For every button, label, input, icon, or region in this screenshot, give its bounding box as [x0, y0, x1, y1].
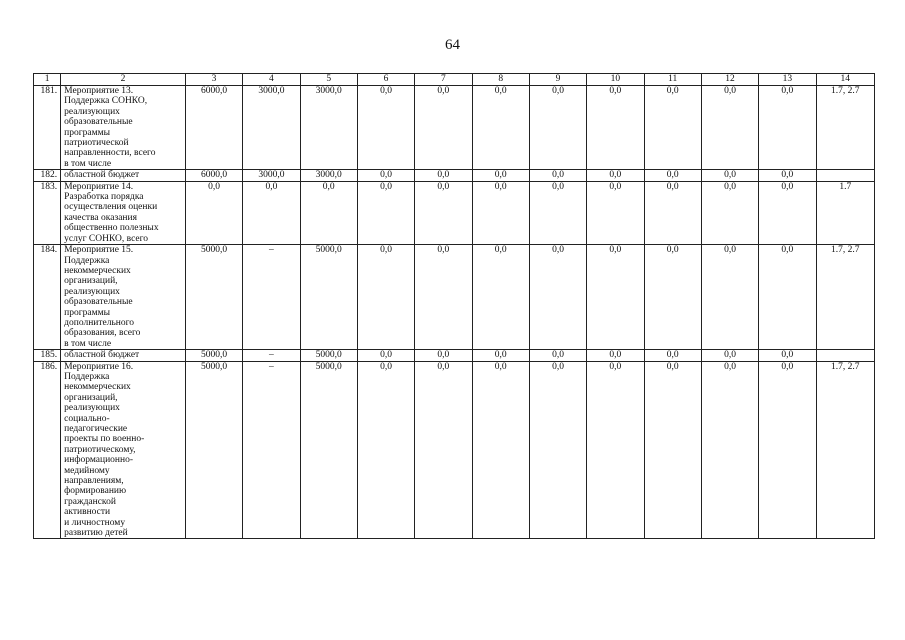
column-header: 2: [61, 74, 186, 86]
column-header: 9: [529, 74, 586, 86]
row-value: 0,0: [185, 181, 242, 244]
row-value: 3000,0: [243, 170, 300, 181]
column-header: 11: [644, 74, 701, 86]
row-value: 0,0: [529, 361, 586, 539]
row-value: 0,0: [644, 86, 701, 170]
row-value: 3000,0: [300, 86, 357, 170]
row-value: 0,0: [472, 245, 529, 350]
row-value: 5000,0: [185, 245, 242, 350]
row-value: 0,0: [415, 361, 472, 539]
row-indicator-refs: 1.7, 2.7: [816, 245, 875, 350]
column-header: 6: [357, 74, 414, 86]
column-header: 5: [300, 74, 357, 86]
row-indicator-refs: [816, 170, 875, 181]
row-value: 0,0: [644, 181, 701, 244]
table-row: [34, 170, 875, 181]
row-number: 185.: [34, 350, 61, 361]
row-value: 0,0: [701, 170, 758, 181]
row-value: 0,0: [701, 86, 758, 170]
column-header: 14: [816, 74, 875, 86]
row-value: 0,0: [472, 361, 529, 539]
row-value: 0,0: [357, 361, 414, 539]
column-header: 7: [415, 74, 472, 86]
row-value: 0,0: [759, 181, 816, 244]
row-value: 5000,0: [185, 361, 242, 539]
table-row: [34, 181, 875, 244]
row-value: 0,0: [759, 86, 816, 170]
row-value: 5000,0: [300, 245, 357, 350]
row-number: 181.: [34, 86, 61, 170]
table-row: [34, 361, 875, 539]
row-value: 0,0: [357, 170, 414, 181]
row-value: 0,0: [357, 350, 414, 361]
row-value: 0,0: [644, 361, 701, 539]
row-value: 3000,0: [243, 86, 300, 170]
row-value: 0,0: [587, 86, 644, 170]
header-row: [34, 74, 875, 86]
row-number: 186.: [34, 361, 61, 539]
row-value: 0,0: [587, 350, 644, 361]
row-value: 0,0: [759, 361, 816, 539]
row-value: 0,0: [472, 350, 529, 361]
row-description: областной бюджет: [61, 170, 186, 181]
row-value: 0,0: [529, 170, 586, 181]
row-value: –: [243, 245, 300, 350]
row-value: 0,0: [759, 350, 816, 361]
row-value: 3000,0: [300, 170, 357, 181]
row-number: 183.: [34, 181, 61, 244]
row-value: 0,0: [300, 181, 357, 244]
column-header: 13: [759, 74, 816, 86]
row-value: 0,0: [701, 181, 758, 244]
row-value: 0,0: [415, 170, 472, 181]
row-value: –: [243, 361, 300, 539]
row-value: 0,0: [529, 86, 586, 170]
row-value: 0,0: [529, 350, 586, 361]
table-row: [34, 245, 875, 350]
row-indicator-refs: 1.7, 2.7: [816, 86, 875, 170]
row-value: 0,0: [644, 245, 701, 350]
budget-table: [33, 73, 875, 539]
column-header: 1: [34, 74, 61, 86]
row-description: областной бюджет: [61, 350, 186, 361]
row-description: Мероприятие 15. Поддержка некоммерческих организаций, реализующих образовательные программы дополнительного образования, всего в том числе: [61, 245, 186, 350]
row-value: 0,0: [357, 181, 414, 244]
row-value: 0,0: [415, 245, 472, 350]
row-value: 0,0: [644, 170, 701, 181]
row-value: 0,0: [587, 181, 644, 244]
row-value: 0,0: [472, 86, 529, 170]
row-value: 0,0: [357, 245, 414, 350]
row-value: 0,0: [701, 350, 758, 361]
row-value: 0,0: [472, 170, 529, 181]
row-value: 6000,0: [185, 86, 242, 170]
row-number: 182.: [34, 170, 61, 181]
row-value: 0,0: [415, 181, 472, 244]
row-value: 0,0: [701, 361, 758, 539]
row-value: 0,0: [415, 86, 472, 170]
row-number: 184.: [34, 245, 61, 350]
column-header: 8: [472, 74, 529, 86]
row-value: 0,0: [644, 350, 701, 361]
row-value: 0,0: [357, 86, 414, 170]
row-value: 5000,0: [185, 350, 242, 361]
column-header: 10: [587, 74, 644, 86]
page-number: 64: [445, 37, 460, 53]
row-value: 0,0: [587, 170, 644, 181]
table-row: [34, 350, 875, 361]
column-header: 3: [185, 74, 242, 86]
row-value: 0,0: [243, 181, 300, 244]
row-value: 0,0: [587, 245, 644, 350]
table-row: [34, 86, 875, 170]
row-value: 5000,0: [300, 361, 357, 539]
row-value: 0,0: [759, 170, 816, 181]
row-value: 5000,0: [300, 350, 357, 361]
row-indicator-refs: 1.7: [816, 181, 875, 244]
row-description: Мероприятие 14. Разработка порядка осуществления оценки качества оказания общественно полезных услуг СОНКО, всего: [61, 181, 186, 244]
row-value: 0,0: [472, 181, 529, 244]
row-value: 0,0: [415, 350, 472, 361]
row-value: 0,0: [529, 245, 586, 350]
row-value: 0,0: [701, 245, 758, 350]
row-value: 0,0: [759, 245, 816, 350]
column-header: 4: [243, 74, 300, 86]
row-value: –: [243, 350, 300, 361]
row-description: Мероприятие 16. Поддержка некоммерческих организаций, реализующих социально- педагогические проекты по военно- патриотическому, информационно- медийному направлениям, формированию гражданской активности и личностному развитию детей: [61, 361, 186, 539]
row-value: 0,0: [529, 181, 586, 244]
row-value: 6000,0: [185, 170, 242, 181]
table-body: [34, 86, 875, 539]
column-header: 12: [701, 74, 758, 86]
row-value: 0,0: [587, 361, 644, 539]
row-indicator-refs: [816, 350, 875, 361]
row-indicator-refs: 1.7, 2.7: [816, 361, 875, 539]
row-description: Мероприятие 13. Поддержка СОНКО, реализующих образовательные программы патриотической направленности, всего в том числе: [61, 86, 186, 170]
